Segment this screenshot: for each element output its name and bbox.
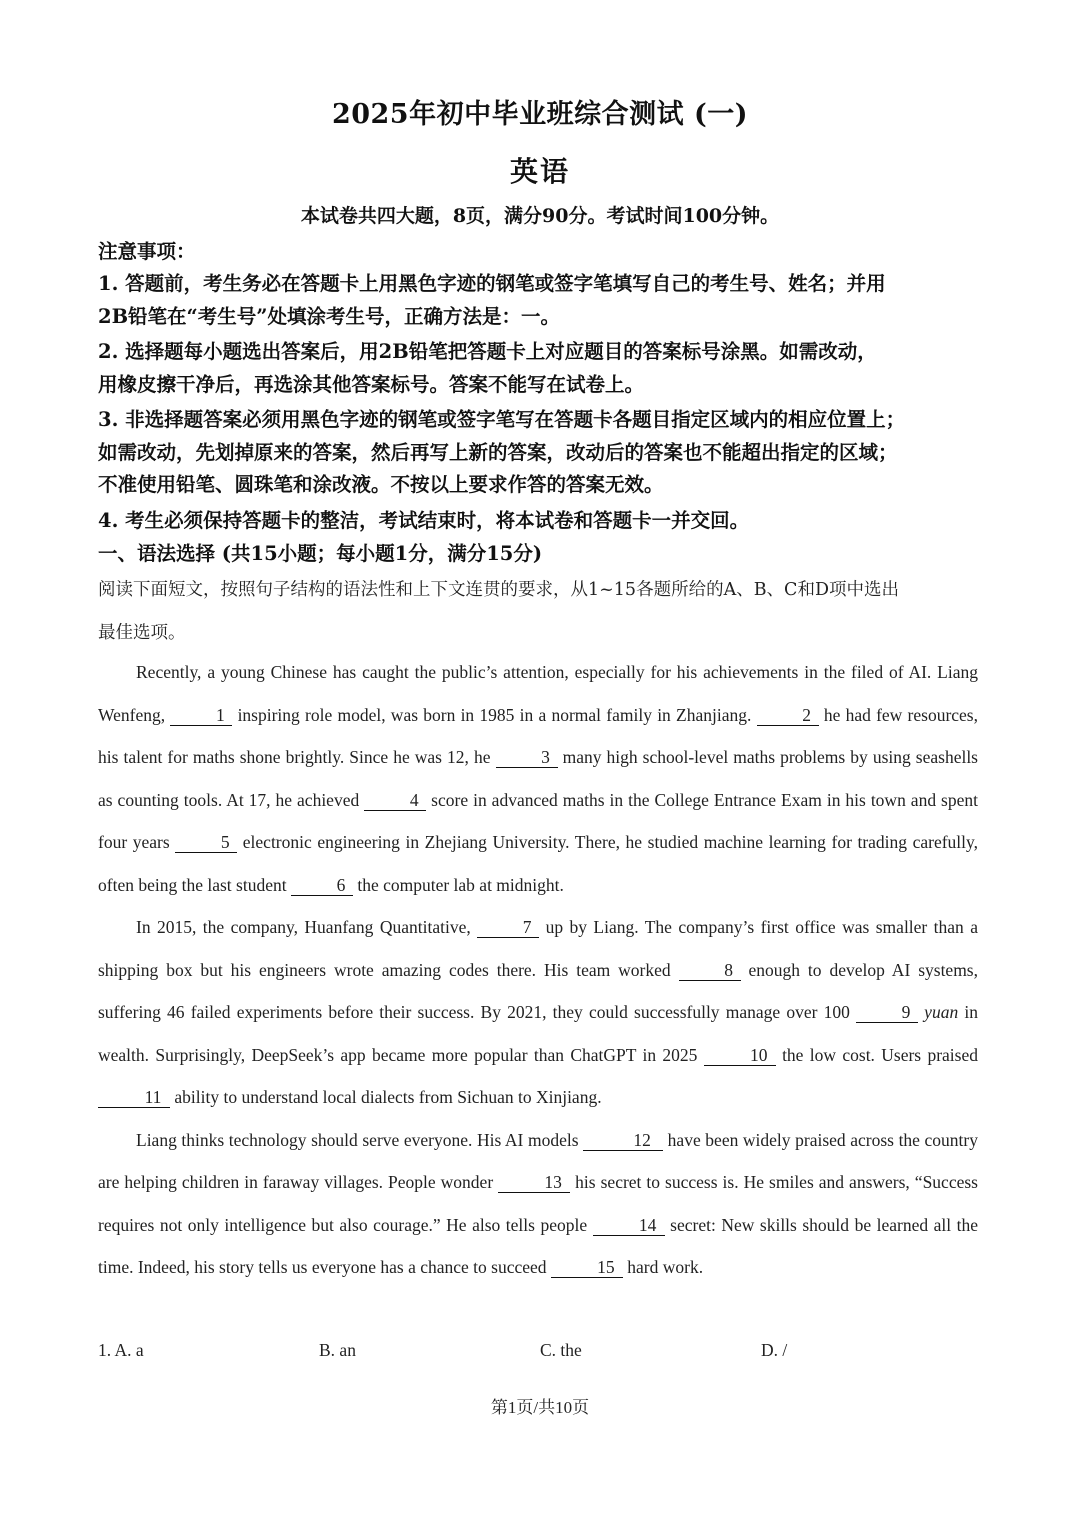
notice-heading: 注意事项： <box>98 240 196 263</box>
blank-13: 13 <box>498 1172 570 1193</box>
exam-title: 2025年初中毕业班综合测试 (一) <box>331 99 749 130</box>
notice-line: 不准使用铅笔、圆珠笔和涂改液。不按以上要求作答的答案无效。 <box>98 473 664 496</box>
option-d: D. / <box>761 1340 788 1360</box>
blank-6: 6 <box>291 875 353 896</box>
page-number: 第1页/共10页 <box>490 1398 590 1417</box>
blank-9: 9 <box>856 1002 918 1023</box>
section-instruction: 最佳选项。 <box>98 623 186 643</box>
option-a: 1. A. a <box>98 1340 144 1360</box>
blank-3: 3 <box>496 747 558 768</box>
passage-paragraph-1: Recently, a young Chinese has caught the public’s attention, especially for his achievements in the filed of AI. Liang Wenfeng, 1 inspiring role model, was born in 1985 in a normal family in Zhanjiang. 2 he had few resources, his talent for maths shone brightly. Since he was 12, he 3 many high school-level maths problems by using seashells as counting tools. At 17, he achieved 4 score in advanced maths in the College Entrance Exam in his town and spent four years 5 electronic engineering in Zhejiang University. There, he studied machine learning for trading carefully, often being the last student 6 the computer lab at midnight. <box>98 662 979 895</box>
option-b: B. an <box>319 1340 356 1360</box>
notice-line: 2. 选择题每小题选出答案后，用2B铅笔把答题卡上对应题目的答案标号涂黑。如需改动， <box>98 340 877 363</box>
blank-11: 11 <box>98 1087 170 1108</box>
section-instruction: 阅读下面短文，按照句子结构的语法性和上下文连贯的要求，从1~15各题所给的A、B、C和D项中选出 <box>98 580 899 600</box>
notice-line: 用橡皮擦干净后，再选涂其他答案标号。答案不能写在试卷上。 <box>98 373 645 396</box>
blank-10: 10 <box>704 1045 776 1066</box>
option-c: C. the <box>540 1340 582 1360</box>
blank-2: 2 <box>757 705 819 726</box>
notice-line: 3. 非选择题答案必须用黑色字迹的钢笔或签字笔写在答题卡各题目指定区域内的相应位置上； <box>98 408 906 431</box>
notice-line: 1. 答题前，考生务必在答题卡上用黑色字迹的钢笔或签字笔填写自己的考生号、姓名；并用 <box>98 272 886 295</box>
passage-paragraph-3: Liang thinks technology should serve everyone. His AI models 12 have been widely praised across the country are helping children in faraway villages. People wonder 13 his secret to success is. He smiles and answers, “Success requires not only intelligence but also courage.” He also tells people 14 secret: New skills should be learned all the time. Indeed, his story tells us everyone has a chance to succeed 15 hard work. <box>98 1129 978 1277</box>
blank-14: 14 <box>593 1215 665 1236</box>
blank-15: 15 <box>551 1257 623 1278</box>
blank-4: 4 <box>364 790 426 811</box>
notice-line: 如需改动，先划掉原来的答案，然后再写上新的答案，改动后的答案也不能超出指定的区域； <box>98 441 898 464</box>
blank-12: 12 <box>583 1130 663 1151</box>
blank-8: 8 <box>679 960 741 981</box>
question-1-options <box>98 1340 998 1364</box>
passage-paragraph-2: In 2015, the company, Huanfang Quantitative, 7 up by Liang. The company’s first office was smaller than a shipping box but his engineers wrote amazing codes there. His team worked 8 enough to develop AI systems, suffering 46 failed experiments before their success. By 2021, they could successfully manage over 100 9 yuan in wealth. Surprisingly, DeepSeek’s app became more popular than ChatGPT in 2025 10 the low cost. Users praised 11 ability to understand local dialects from Sichuan to Xinjiang. <box>98 917 979 1107</box>
blank-1: 1 <box>170 705 232 726</box>
section-heading: 一、语法选择 (共15小题；每小题1分，满分15分) <box>98 542 543 565</box>
notice-line: 2B铅笔在“考生号”处填涂考生号，正确方法是：一。 <box>98 305 560 328</box>
notice-line: 4. 考生必须保持答题卡的整洁，考试结束时，将本试卷和答题卡一并交回。 <box>98 509 750 532</box>
exam-info: 本试卷共四大题，8页，满分90分。考试时间100分钟。 <box>300 205 780 227</box>
reading-passage <box>98 651 978 1289</box>
blank-7: 7 <box>477 917 539 938</box>
blank-5: 5 <box>175 832 237 853</box>
subject-title: 英语 <box>509 155 570 188</box>
